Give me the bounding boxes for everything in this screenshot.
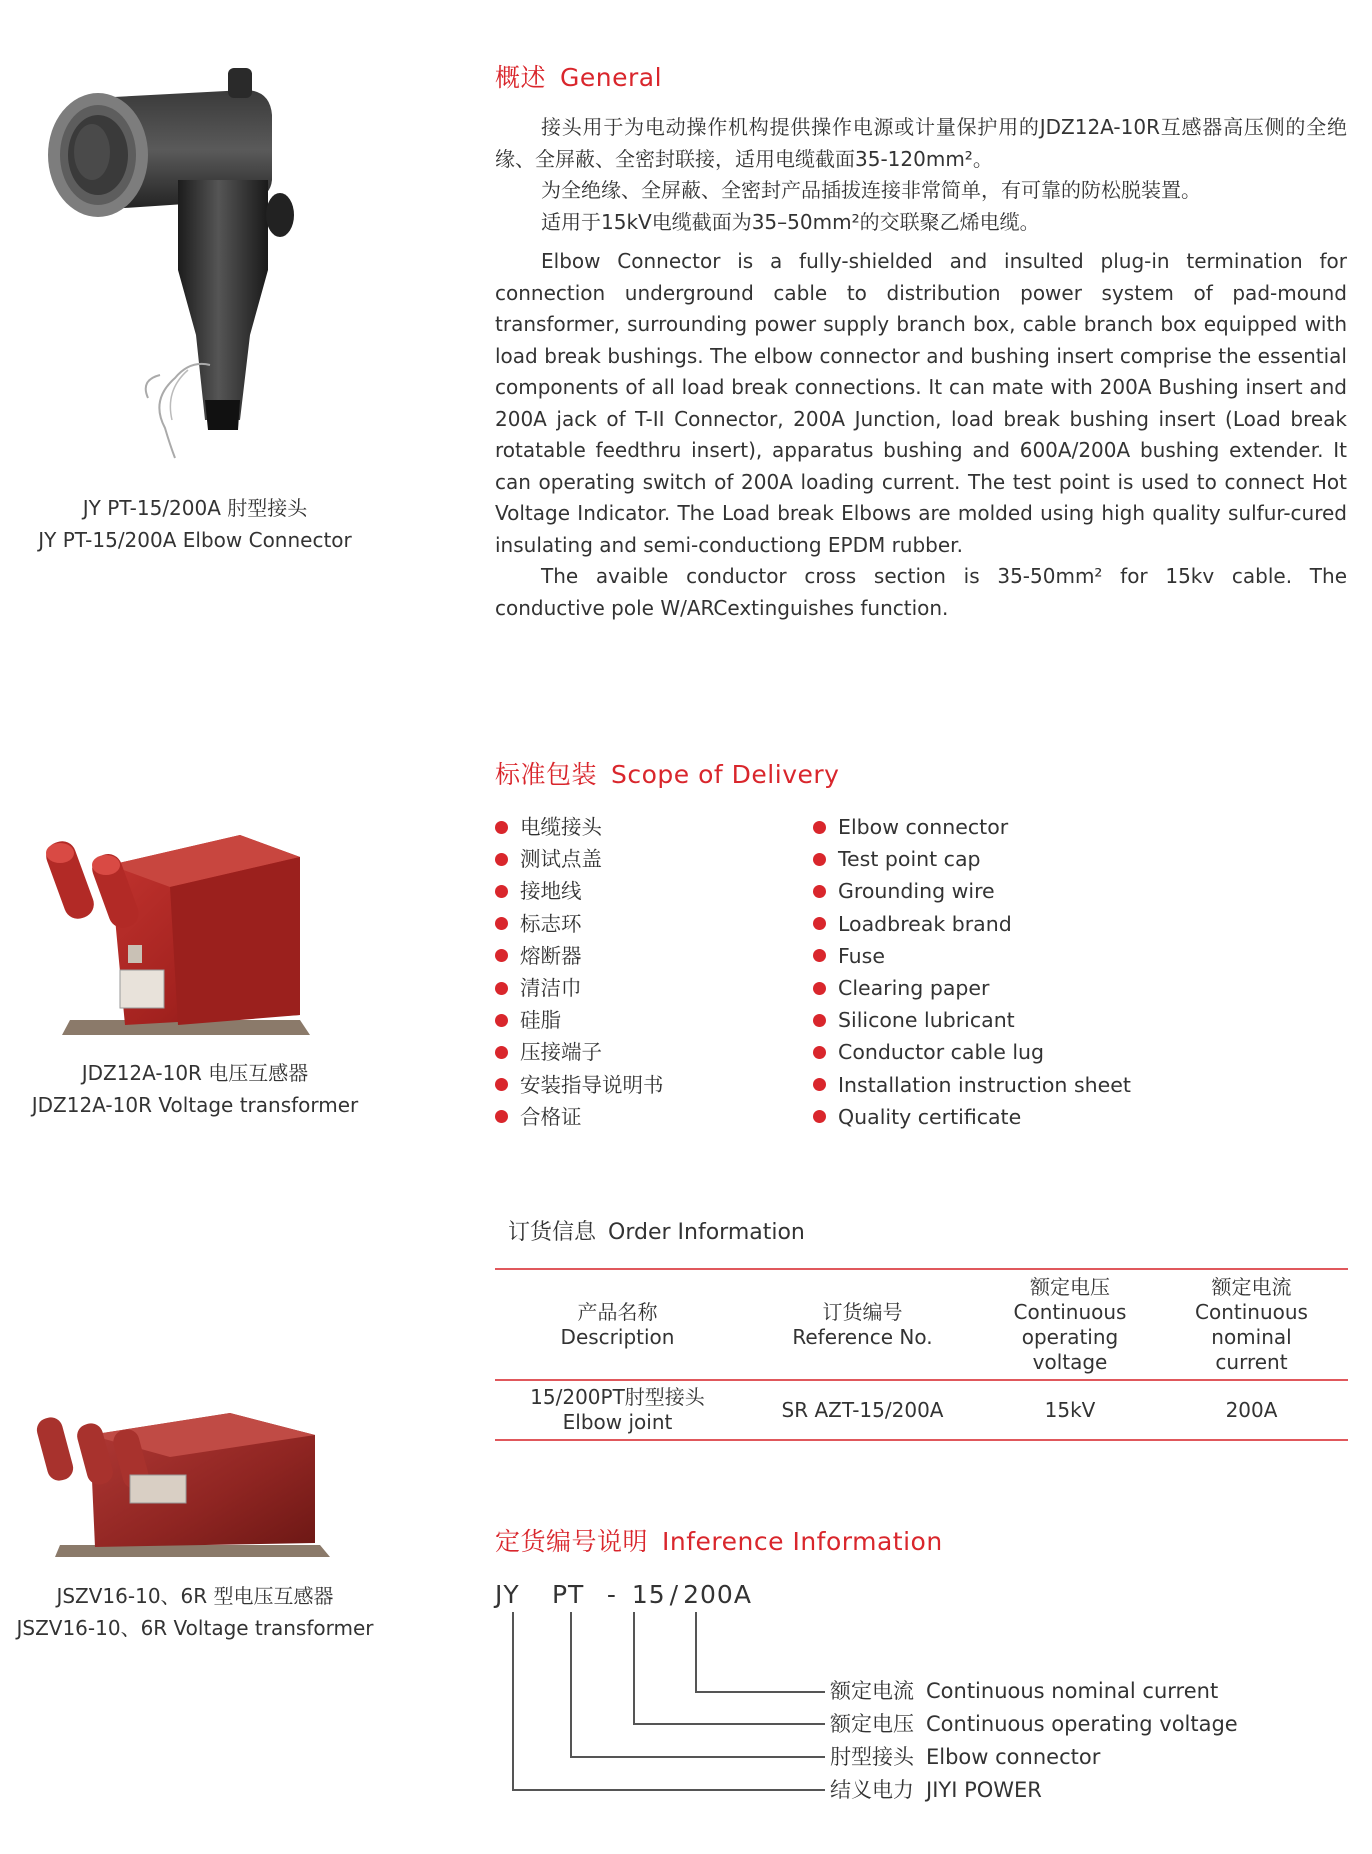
list-item: 标志环 (495, 908, 795, 940)
bullet-icon (495, 1014, 508, 1027)
voltage-transformer-image (0, 1405, 390, 1565)
caption-en: JDZ12A-10R Voltage transformer (31, 1093, 359, 1117)
connector-line (570, 1756, 825, 1758)
bullet-icon (495, 1078, 508, 1091)
list-item: Grounding wire (813, 875, 1293, 907)
list-item: 清洁巾 (495, 972, 795, 1004)
caption-cn: JDZ12A-10R 电压互感器 (81, 1061, 309, 1085)
header-current: 额定电流 Continuous nominal current (1195, 1275, 1308, 1374)
list-item: Installation instruction sheet (813, 1069, 1293, 1101)
inference-line: 额定电流 Continuous nominal current (830, 1679, 1219, 1703)
inference-title-cn: 定货编号说明 (495, 1527, 649, 1556)
list-item: Loadbreak brand (813, 908, 1293, 940)
bullet-icon (813, 1046, 826, 1059)
bullet-icon (495, 917, 508, 930)
order-title-cn: 订货信息 (508, 1220, 597, 1245)
code-jy: JY (495, 1580, 520, 1609)
general-cn-p2: 为全绝缘、全屏蔽、全密封产品插拔连接非常简单，有可靠的防松脱装置。 (541, 178, 1201, 202)
table-row (495, 1381, 1348, 1439)
product-1-caption (0, 492, 390, 556)
list-item: Conductor cable lug (813, 1036, 1293, 1068)
caption-cn: JY PT-15/200A 肘型接头 (82, 496, 308, 520)
connector-line (695, 1612, 697, 1692)
bullet-icon (495, 885, 508, 898)
bullet-icon (813, 982, 826, 995)
caption-en: JY PT-15/200A Elbow Connector (38, 528, 352, 552)
code-slash: / (669, 1580, 680, 1609)
cell-reference: SR AZT-15/200A (781, 1397, 944, 1422)
general-body (495, 112, 1347, 624)
list-item: Elbow connector (813, 811, 1293, 843)
list-item: Clearing paper (813, 972, 1293, 1004)
list-item: 安装指导说明书 (495, 1069, 795, 1101)
connector-line (570, 1612, 572, 1757)
bullet-icon (813, 949, 826, 962)
cell-voltage: 15kV (1044, 1397, 1096, 1422)
delivery-list-en (813, 811, 1293, 1133)
code-current: 200A (683, 1580, 752, 1609)
list-item: 接地线 (495, 875, 795, 907)
inference-title (495, 1522, 943, 1558)
bullet-icon (813, 917, 826, 930)
connector-line (512, 1612, 514, 1790)
inference-title-en: Inference Information (662, 1527, 943, 1556)
product-2-caption (0, 1057, 390, 1121)
list-item: 测试点盖 (495, 843, 795, 875)
connector-line (633, 1612, 635, 1724)
delivery-title-en: Scope of Delivery (611, 760, 840, 789)
list-item: 熔断器 (495, 940, 795, 972)
delivery-title-cn: 标准包装 (495, 760, 598, 789)
voltage-transformer-image (0, 795, 390, 1045)
bullet-icon (495, 982, 508, 995)
header-description: 产品名称 Description (560, 1300, 675, 1349)
general-cn-p1: 接头用于为电动操作机构提供操作电源或计量保护用的JDZ12A-10R互感器高压侧的全绝缘、全屏蔽、全密封联接，适用电缆截面35-120mm²。 (495, 115, 1347, 171)
bullet-icon (813, 885, 826, 898)
inference-labels (830, 1675, 1238, 1807)
table-header-row (495, 1271, 1348, 1379)
bullet-icon (813, 1078, 826, 1091)
cell-description: 15/200PT肘型接头 Elbow joint (530, 1385, 705, 1434)
product-2 (0, 795, 390, 1175)
connector-line (695, 1691, 825, 1693)
inference-code (495, 1580, 752, 1609)
code-pt: PT (551, 1580, 585, 1609)
delivery-title (495, 755, 839, 791)
list-item: Silicone lubricant (813, 1004, 1293, 1036)
delivery-list-cn (495, 811, 795, 1133)
list-item: Test point cap (813, 843, 1293, 875)
inference-line: 结义电力 JIYI POWER (830, 1778, 1042, 1802)
list-item: 电缆接头 (495, 811, 795, 843)
bullet-icon (495, 853, 508, 866)
order-table (495, 1271, 1348, 1441)
general-title-en: General (560, 63, 663, 92)
connector-line (512, 1789, 825, 1791)
bullet-icon (813, 853, 826, 866)
order-table-top-rule (495, 1268, 1348, 1270)
general-en-p1: Elbow Connector is a fully-shielded and insulted plug-in termination for connection underground cable to distribution power system of pad-mound transformer, surrounding power supply branch box, cable branch box equipped with load break bushings. The elbow connector and bushing insert comprise the essential components of all load break connections. It can mate with 200A Bushing insert and 200A jack of T-II Connector, 200A Junction, load break bushing insert (Load break rotatable feedthru insert), apparatus bushing and 600A/200A bushing extender. It can operating switch of 200A loading current. The test point is used to connect Hot Voltage Indicator. The Load break Elbows are molded using high quality sulfur-cured insulating and semi-conductiong EPDM rubber. (495, 249, 1347, 557)
bullet-icon (813, 1014, 826, 1027)
caption-en: JSZV16-10、6R Voltage transformer (16, 1616, 374, 1640)
general-cn-p3: 适用于15kV电缆截面为35–50mm²的交联聚乙烯电缆。 (541, 209, 1040, 234)
header-voltage: 额定电压 Continuous operating voltage (1013, 1275, 1127, 1374)
bullet-icon (495, 949, 508, 962)
bullet-icon (813, 821, 826, 834)
inference-line: 额定电压 Continuous operating voltage (830, 1712, 1238, 1736)
product-3-caption (0, 1580, 390, 1644)
bullet-icon (495, 821, 508, 834)
order-table-bottom-rule (495, 1439, 1348, 1441)
inference-line: 肘型接头 Elbow connector (830, 1745, 1101, 1769)
product-1 (0, 60, 390, 560)
code-dash: - (606, 1580, 617, 1609)
order-title-en: Order Information (608, 1220, 805, 1245)
connector-line (633, 1723, 825, 1725)
list-item: Quality certificate (813, 1101, 1293, 1133)
list-item: Fuse (813, 940, 1293, 972)
list-item: 压接端子 (495, 1036, 795, 1068)
header-reference: 订货编号 Reference No. (792, 1300, 933, 1349)
bullet-icon (495, 1110, 508, 1123)
general-title (495, 58, 662, 94)
code-voltage: 15 (631, 1580, 666, 1609)
list-item: 合格证 (495, 1101, 795, 1133)
elbow-connector-image (0, 60, 390, 480)
general-title-cn: 概述 (495, 63, 547, 92)
order-title (508, 1215, 805, 1246)
general-en-p2: The avaible conductor cross section is 35-50mm² for 15kv cable. The conductive pole W/ARCextinguishes function. (495, 564, 1347, 620)
bullet-icon (813, 1110, 826, 1123)
cell-current: 200A (1225, 1397, 1278, 1422)
list-item: 硅脂 (495, 1004, 795, 1036)
caption-cn: JSZV16-10、6R 型电压互感器 (56, 1584, 334, 1608)
bullet-icon (495, 1046, 508, 1059)
